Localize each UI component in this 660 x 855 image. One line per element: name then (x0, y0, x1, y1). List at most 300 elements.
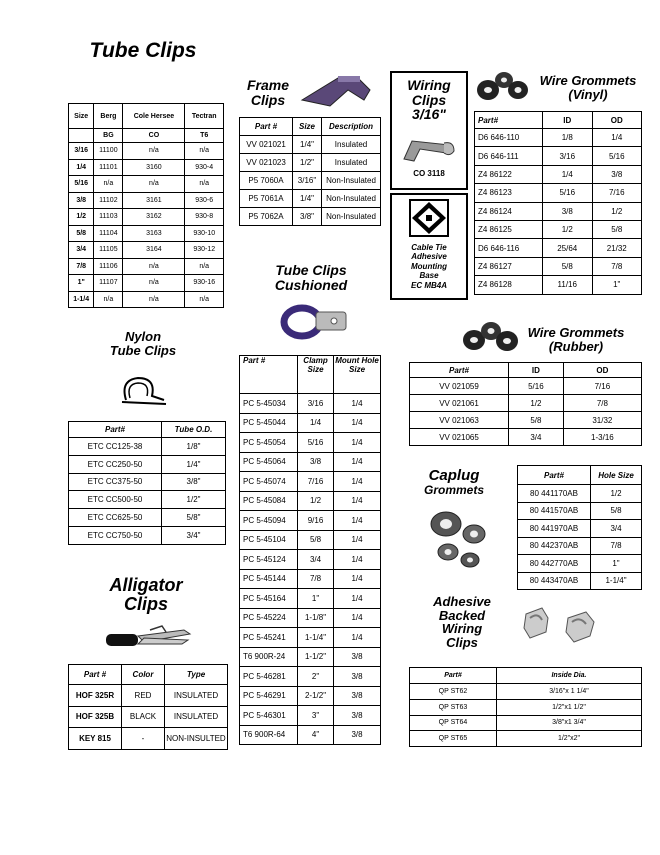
table-cell: 9/16 (298, 511, 334, 531)
table-row (240, 491, 381, 511)
table-row (518, 537, 642, 555)
table-cell: n/a (185, 143, 224, 160)
table-cell: 80 441170AB (518, 485, 591, 503)
table-row (69, 159, 224, 176)
table-row (69, 225, 224, 242)
col-part: Part# (69, 422, 162, 438)
table-cell: n/a (123, 143, 185, 160)
col-id: ID (543, 112, 593, 129)
table-cell: 3162 (123, 209, 185, 226)
table-cell: 3/8" (293, 208, 322, 226)
table-cell: 1/2 (543, 220, 593, 238)
table-cell: PC 5-46291 (240, 686, 298, 706)
frame-clips-title-1: Frame (246, 77, 290, 93)
table-row (69, 455, 226, 473)
cable-tie-line-5: EC MB4A (410, 280, 447, 290)
table-row (240, 136, 381, 154)
table-cell: ETC CC750-50 (69, 526, 162, 544)
col-part: Part # (240, 356, 298, 394)
col-id: ID (509, 363, 564, 378)
table-cell: 1/4 (69, 159, 94, 176)
cable-tie-line-2: Adhesive (411, 252, 447, 262)
table-cell: 930-10 (185, 225, 224, 242)
table-cell: 1/8 (543, 129, 593, 147)
table-row (69, 275, 224, 292)
table-cell: INSULATED (165, 685, 228, 707)
alligator-clip-image (104, 624, 194, 652)
table-cell: 3" (298, 706, 334, 726)
table-cell: - (122, 728, 165, 750)
table-cell: 7/8 (592, 257, 642, 275)
table-cell: P5 7062A (240, 208, 293, 226)
cushioned-title-1: Tube Clips (275, 262, 347, 278)
table-cell: 1/2 (69, 209, 94, 226)
table-cell: 1-1/4" (298, 628, 334, 648)
table-row (69, 291, 224, 308)
table-cell: 3/16 (298, 394, 334, 414)
sub-co: CO (123, 129, 185, 143)
table-cell: 1/2"x1 1/2" (497, 699, 642, 715)
table-cell: 7/8 (591, 537, 642, 555)
alligator-title-1: Alligator (109, 575, 183, 595)
col-part: Part# (410, 363, 509, 378)
table-cell: PC 5-45084 (240, 491, 298, 511)
cushioned-title (268, 263, 354, 292)
table-row (240, 647, 381, 667)
table-cell: 3/4 (509, 429, 564, 446)
table-cell: PC 5-45164 (240, 589, 298, 609)
table-cell: 3/8 (334, 647, 381, 667)
table-row (475, 220, 642, 238)
adhesive-clips-image (520, 604, 602, 648)
table-cell: VV 021059 (410, 378, 509, 395)
table-cell: QP ST62 (410, 684, 497, 700)
table-cell: 3/4 (298, 550, 334, 570)
table-cell: 3/16 (543, 147, 593, 165)
table-cell: 1/4 (334, 491, 381, 511)
table-cell: 1-1/4" (591, 572, 642, 590)
col-part: Part# (518, 466, 591, 485)
table-row (410, 412, 642, 429)
table-row (240, 569, 381, 589)
nylon-title-2: Tube Clips (109, 342, 177, 358)
table-cell: PC 5-46281 (240, 667, 298, 687)
table-row (69, 438, 226, 456)
table-row (240, 608, 381, 628)
table-cell: 3164 (123, 242, 185, 259)
table-cell: 3161 (123, 192, 185, 209)
table-cell: 1" (591, 555, 642, 573)
vinyl-grommets-title-2: (Vinyl) (568, 86, 608, 102)
table-cell: 1/4 (334, 472, 381, 492)
col-mount-hole: Mount Hole Size (334, 356, 381, 394)
table-cell: PC 5-45144 (240, 569, 298, 589)
table-cell: 3/8 (334, 667, 381, 687)
table-cell: n/a (185, 291, 224, 308)
table-row (240, 413, 381, 433)
table-cell: 1/4 (334, 628, 381, 648)
wiring-clips-title-1: Wiring (407, 77, 451, 93)
frame-clips-title-2: Clips (250, 91, 286, 108)
table-row (240, 433, 381, 453)
table-cell: 1/4 (543, 165, 593, 183)
table-cell: RED (122, 685, 165, 707)
alligator-title (100, 576, 192, 614)
table-cell: P5 7060A (240, 172, 293, 190)
adhesive-title-1: Adhesive (433, 594, 491, 609)
table-cell: 1/4 (334, 550, 381, 570)
table-row (69, 176, 224, 193)
table-row (240, 628, 381, 648)
table-cell: PC 5-45054 (240, 433, 298, 453)
table-cell: 5/8 (592, 220, 642, 238)
table-row (240, 190, 381, 208)
table-row (69, 192, 224, 209)
table-cell: Z4 86128 (475, 276, 543, 294)
table-cell: 1-3/16 (563, 429, 641, 446)
table-cell: PC 5-45074 (240, 472, 298, 492)
table-row (240, 452, 381, 472)
table-cell: 1/2"x2" (497, 731, 642, 747)
table-cell: PC 5-45064 (240, 452, 298, 472)
table-cell: T6 900R-64 (240, 725, 298, 745)
col-od: OD (592, 112, 642, 129)
table-cell: 11101 (94, 159, 123, 176)
col-hole-size: Hole Size (591, 466, 642, 485)
col-part: Part# (410, 668, 497, 684)
table-cell: 930-8 (185, 209, 224, 226)
vinyl-grommets-image (474, 68, 534, 104)
table-cell: Z4 86125 (475, 220, 543, 238)
table-cell: 11102 (94, 192, 123, 209)
col-size: Size (293, 118, 322, 136)
table-cell: 21/32 (592, 239, 642, 257)
table-cell: INSULATED (165, 706, 228, 728)
table-row (410, 378, 642, 395)
table-cell: 31/32 (563, 412, 641, 429)
col-tube-od: Tube O.D. (162, 422, 226, 438)
table-cell: Insulated (322, 136, 381, 154)
table-row (240, 589, 381, 609)
table-cell: QP ST63 (410, 699, 497, 715)
table-row (410, 684, 642, 700)
table-cell: 1/2 (509, 395, 564, 412)
table-cell: D6 646-110 (475, 129, 543, 147)
table-row (240, 530, 381, 550)
table-row (475, 165, 642, 183)
table-cell: 3/16"x 1 1/4" (497, 684, 642, 700)
col-inside-dia: Inside Dia. (497, 668, 642, 684)
table-cell: 1/2" (162, 491, 226, 509)
table-row (475, 239, 642, 257)
table-cell: Z4 86124 (475, 202, 543, 220)
table-row (475, 202, 642, 220)
cushioned-table (239, 355, 381, 745)
table-row (518, 485, 642, 503)
cable-tie-label (392, 243, 466, 290)
wiring-clips-box (390, 71, 468, 190)
table-cell: PC 5-45034 (240, 394, 298, 414)
table-row (69, 258, 224, 275)
table-cell: Z4 86122 (475, 165, 543, 183)
table-cell: 1" (592, 276, 642, 294)
table-cell: P5 7061A (240, 190, 293, 208)
table-cell: 3/8 (543, 202, 593, 220)
table-row (240, 172, 381, 190)
table-cell: 930-12 (185, 242, 224, 259)
table-row (410, 395, 642, 412)
vinyl-grommets-table (474, 111, 642, 295)
table-cell: PC 5-45124 (240, 550, 298, 570)
frame-clips-title (240, 78, 296, 107)
col-color: Color (122, 665, 165, 685)
table-row (240, 394, 381, 414)
table-cell: 1/2" (293, 154, 322, 172)
rubber-grommets-title-1: Wire Grommets (527, 325, 625, 340)
table-cell: Z4 86127 (475, 257, 543, 275)
vinyl-grommets-title (532, 74, 644, 101)
table-cell: 2-1/2" (298, 686, 334, 706)
table-cell: n/a (94, 176, 123, 193)
alligator-table (68, 664, 228, 750)
sub-bg: BG (94, 129, 123, 143)
table-cell: 1" (298, 589, 334, 609)
table-cell: 5/8 (543, 257, 593, 275)
caplug-grommets-image (424, 508, 496, 570)
table-cell: 1/2 (592, 202, 642, 220)
rubber-grommets-table (409, 362, 642, 446)
table-cell: 3/8 (334, 706, 381, 726)
table-cell: 3/16 (69, 143, 94, 160)
cushioned-clip-image (280, 302, 352, 342)
table-cell: 3/4" (162, 526, 226, 544)
table-cell: 3/4 (69, 242, 94, 259)
frame-clip-image (298, 70, 376, 112)
table-cell: 5/8" (162, 509, 226, 527)
table-cell: 3/8 (334, 725, 381, 745)
table-cell: 1/4" (293, 136, 322, 154)
table-cell: 5/16 (69, 176, 94, 193)
table-row (240, 686, 381, 706)
table-cell: 3/4 (591, 520, 642, 538)
wiring-clips-part: CO 3118 (413, 169, 445, 178)
table-cell: 1-1/4 (69, 291, 94, 308)
table-row (475, 184, 642, 202)
table-cell: 3/8 (69, 192, 94, 209)
table-cell: 5/8 (509, 412, 564, 429)
table-row (240, 472, 381, 492)
table-cell: 930-16 (185, 275, 224, 292)
table-cell: VV 021021 (240, 136, 293, 154)
nylon-title (104, 330, 182, 357)
table-cell: 5/8 (591, 502, 642, 520)
col-clamp-size: Clamp Size (298, 356, 334, 394)
table-cell: 11106 (94, 258, 123, 275)
table-cell: PC 5-45104 (240, 530, 298, 550)
tube-clips-title: Tube Clips (89, 39, 197, 62)
col-part: Part # (240, 118, 293, 136)
table-cell: ETC CC500-50 (69, 491, 162, 509)
table-cell: Non-Insulated (322, 190, 381, 208)
table-cell: 11/16 (543, 276, 593, 294)
table-cell: Non-Insulated (322, 208, 381, 226)
table-cell: 1/4 (334, 569, 381, 589)
table-cell: 5/16 (543, 184, 593, 202)
wiring-clips-title (392, 78, 466, 122)
table-cell: PC 5-45241 (240, 628, 298, 648)
table-cell: VV 021061 (410, 395, 509, 412)
table-cell: 5/8 (298, 530, 334, 550)
table-cell: 1/4" (293, 190, 322, 208)
table-cell: 3/16" (293, 172, 322, 190)
table-row (518, 502, 642, 520)
nylon-table (68, 421, 226, 545)
table-cell: 1/4 (334, 413, 381, 433)
vinyl-grommets-title-1: Wire Grommets (539, 73, 637, 88)
table-row (69, 242, 224, 259)
table-cell: 5/16 (509, 378, 564, 395)
frame-clips-table (239, 117, 381, 226)
col-cole-hersee: Cole Hersee (123, 104, 185, 129)
table-cell: VV 021023 (240, 154, 293, 172)
table-row (69, 706, 228, 728)
table-cell: 7/8 (298, 569, 334, 589)
table-cell: PC 5-45044 (240, 413, 298, 433)
table-cell: 80 441970AB (518, 520, 591, 538)
sub-t6: T6 (185, 129, 224, 143)
table-cell: BLACK (122, 706, 165, 728)
caplug-table (517, 465, 642, 590)
table-cell: 3/8" (162, 473, 226, 491)
table-row (410, 699, 642, 715)
cable-tie-box (390, 193, 468, 300)
table-cell: Insulated (322, 154, 381, 172)
table-cell: PC 5-45094 (240, 511, 298, 531)
table-cell: 3/8"x1 3/4" (497, 715, 642, 731)
table-row (69, 526, 226, 544)
col-description: Description (322, 118, 381, 136)
table-cell: 11100 (94, 143, 123, 160)
table-row (475, 276, 642, 294)
adhesive-table (409, 667, 642, 747)
table-row (69, 685, 228, 707)
table-row (69, 143, 224, 160)
table-cell: 80 441570AB (518, 502, 591, 520)
table-row (69, 491, 226, 509)
table-cell: Non-Insulated (322, 172, 381, 190)
table-cell: n/a (123, 275, 185, 292)
table-row (69, 473, 226, 491)
adhesive-title-3: Wiring (441, 621, 483, 637)
table-cell: VV 021065 (410, 429, 509, 446)
table-cell: n/a (185, 258, 224, 275)
cable-tie-line-3: Mounting (411, 261, 447, 271)
caplug-title-2: Grommets (423, 482, 485, 497)
cushioned-title-2: Cushioned (274, 276, 348, 293)
table-cell: 1-1/2" (298, 647, 334, 667)
table-cell: T6 900R-24 (240, 647, 298, 667)
table-row (518, 520, 642, 538)
col-part: Part # (69, 665, 122, 685)
adhesive-title-2: Backed (438, 607, 486, 623)
table-cell: ETC CC250-50 (69, 455, 162, 473)
table-cell: VV 021063 (410, 412, 509, 429)
table-cell: 80 442770AB (518, 555, 591, 573)
table-cell: 1/2 (298, 491, 334, 511)
table-cell: D6 646-116 (475, 239, 543, 257)
table-cell: 1/4 (334, 394, 381, 414)
table-cell: PC 5-45224 (240, 608, 298, 628)
table-cell: ETC CC375-50 (69, 473, 162, 491)
table-row (240, 550, 381, 570)
table-row (240, 667, 381, 687)
table-cell: QP ST65 (410, 731, 497, 747)
table-row (240, 511, 381, 531)
table-cell: 1/4 (298, 413, 334, 433)
table-cell: 25/64 (543, 239, 593, 257)
adhesive-title (424, 595, 500, 650)
table-cell: n/a (94, 291, 123, 308)
table-cell: 1/4 (334, 433, 381, 453)
table-cell: 930-6 (185, 192, 224, 209)
table-cell: 1/4 (334, 452, 381, 472)
table-cell: 1/4 (334, 530, 381, 550)
table-cell: 1" (69, 275, 94, 292)
wiring-clips-title-2: Clips (411, 91, 447, 108)
table-cell: 7/16 (563, 378, 641, 395)
table-row (518, 572, 642, 590)
table-cell: 1-1/8" (298, 608, 334, 628)
cable-tie-base-image (404, 198, 454, 238)
table-row (410, 429, 642, 446)
table-row (240, 725, 381, 745)
table-cell: NON-INSULTED (165, 728, 228, 750)
alligator-title-2: Clips (123, 593, 168, 614)
table-cell: 11105 (94, 242, 123, 259)
table-cell: 11107 (94, 275, 123, 292)
table-cell: 3/8 (334, 686, 381, 706)
col-tectran: Tectran (185, 104, 224, 129)
table-row (475, 257, 642, 275)
nylon-title-1: Nylon (124, 329, 162, 344)
table-cell: D6 646-111 (475, 147, 543, 165)
table-cell: 3/8 (592, 165, 642, 183)
adhesive-title-4: Clips (446, 634, 478, 650)
col-part: Part# (475, 112, 543, 129)
table-row (69, 509, 226, 527)
table-row (240, 208, 381, 226)
table-cell: ETC CC625-50 (69, 509, 162, 527)
col-type: Type (165, 665, 228, 685)
table-cell: QP ST64 (410, 715, 497, 731)
table-cell: 3160 (123, 159, 185, 176)
table-cell: ETC CC125-38 (69, 438, 162, 456)
nylon-clip-image (116, 370, 172, 410)
table-cell: 5/16 (298, 433, 334, 453)
table-cell: 1/4 (334, 511, 381, 531)
tube-clips-table (68, 103, 224, 308)
table-cell: HOF 325R (69, 685, 122, 707)
table-cell: 1/4" (162, 455, 226, 473)
table-cell: 1/4 (334, 589, 381, 609)
table-cell: 5/16 (592, 147, 642, 165)
table-row (518, 555, 642, 573)
table-row (69, 728, 228, 750)
wiring-clips-title-3: 3/16" (412, 106, 446, 123)
caplug-title (414, 468, 494, 496)
table-row (240, 706, 381, 726)
table-cell: n/a (185, 176, 224, 193)
